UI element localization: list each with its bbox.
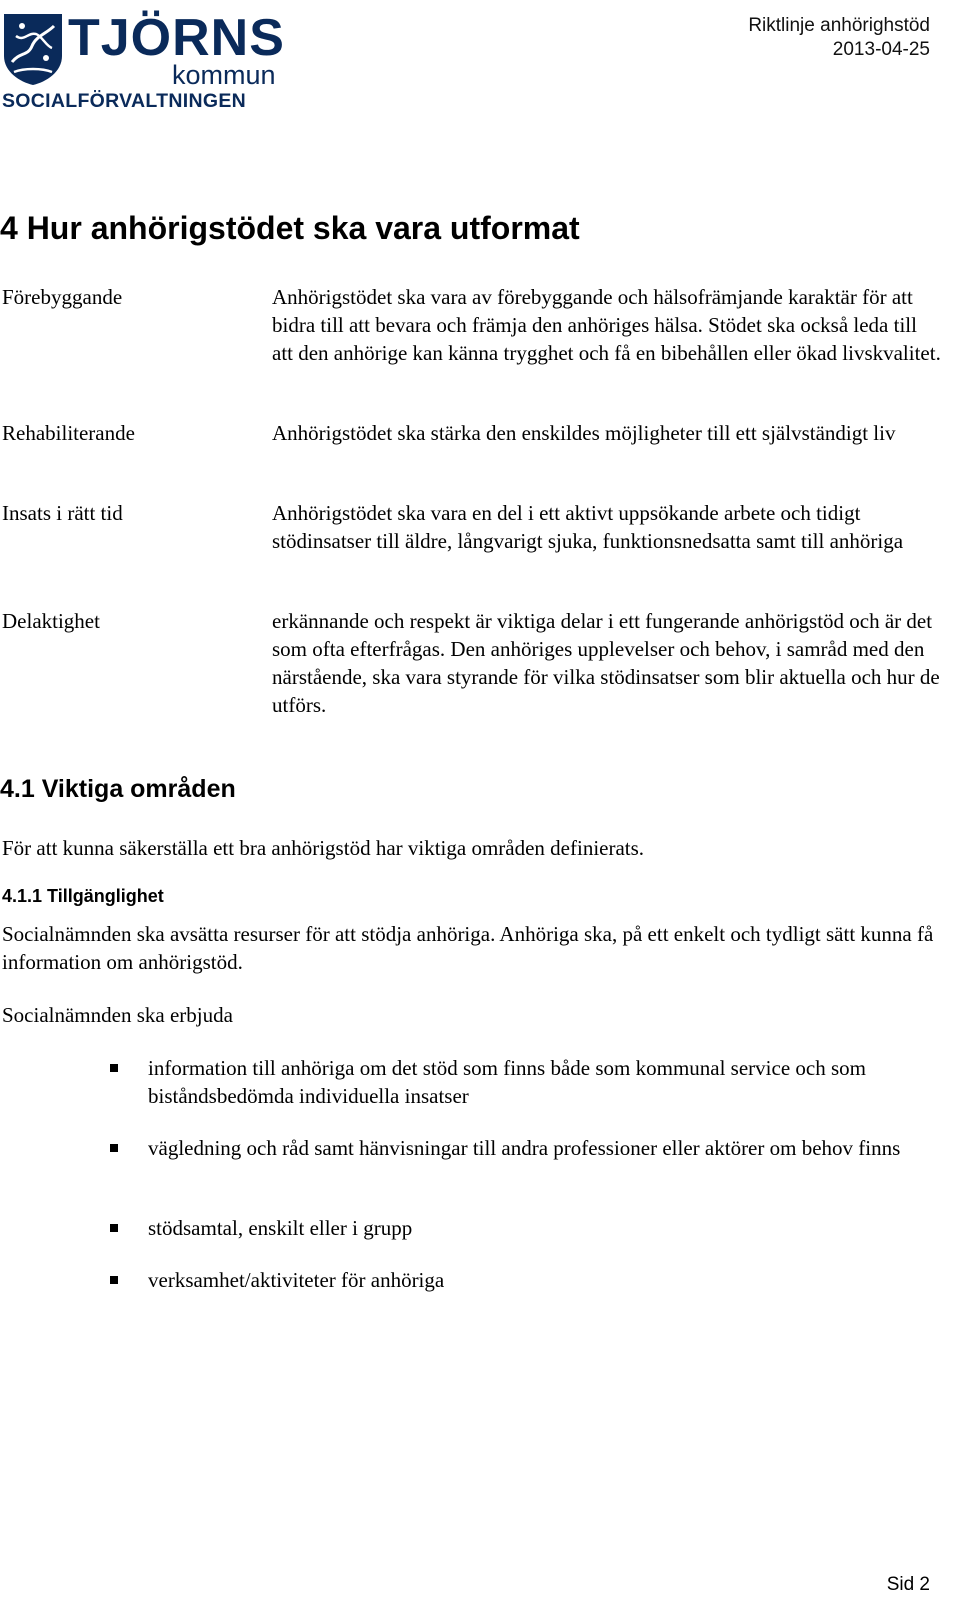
definition-term: Rehabiliterande [2,421,135,445]
square-bullet-icon [110,1224,118,1232]
subsection-heading: 4.1 Viktiga områden [0,775,236,803]
page-number: Sid 2 [886,1574,930,1595]
definition-text: Anhörigstödet ska vara av förebyggande och hälsofrämjande karaktär för att bidra till att bevara och främja den anhöriges hälsa. Stödet ska också leda till att den anhörige kan känna trygghet och få en bibehållen eller ökad livskvalitet. [272,285,941,365]
definition-term: Delaktighet [2,609,100,633]
municipality-logo [2,10,292,110]
square-bullet-icon [110,1144,118,1152]
document-meta [748,14,930,62]
logo-title: TJÖRNS [68,9,285,67]
list-item-text: verksamhet/aktiviteter för anhöriga [148,1268,445,1292]
section-heading: 4 Hur anhörigstödet ska vara utformat [0,210,580,246]
bullet-list [0,1054,960,1294]
document-date: 2013-04-25 [832,39,930,60]
municipal-crest-icon [2,12,64,86]
definition-row [0,283,960,419]
page-header [0,0,960,120]
definition-text: erkännande och respekt är viktiga delar i ett fungerande anhörigstöd och är det som ofta efterfrågas. Den anhöriges upplevelser och behov, i samråd med den närstående, ska vara styrande för vilka stödinsatser som blir aktuella och hur de utförs. [272,609,940,717]
definition-table [0,283,960,727]
list-item-text: information till anhöriga om det stöd som finns både som kommunal service och som biståndsbedömda individuella insatser [148,1056,866,1108]
list-item [0,1134,948,1214]
square-bullet-icon [110,1276,118,1284]
list-item-text: stödsamtal, enskilt eller i grupp [148,1216,413,1240]
definition-text: Anhörigstödet ska vara en del i ett aktivt uppsökande arbete och tidigt stödinsatser till äldre, långvarigt sjuka, funktionsnedsatta samt till anhöriga [272,501,904,553]
definition-row [0,419,960,499]
logo-subtitle: kommun [172,60,276,90]
list-item [0,1266,948,1294]
offer-label: Socialnämnden ska erbjuda [2,1003,233,1027]
list-item-text: vägledning och råd samt hänvisningar till andra professioner eller aktörer om behov finns [148,1136,901,1160]
definition-term: Insats i rätt tid [2,501,123,525]
logo-department: SOCIALFÖRVALTNINGEN [2,90,247,112]
definition-row [0,607,960,727]
document-title: Riktlinje anhörighstöd [748,15,930,36]
list-item [0,1054,948,1134]
subsection-intro: För att kunna säkerställa ett bra anhörigstöd har viktiga områden definierats. [2,836,645,860]
square-bullet-icon [110,1064,118,1072]
list-item [0,1214,948,1266]
body-paragraph: Socialnämnden ska avsätta resurser för att stödja anhöriga. Anhöriga ska, på ett enkelt och tydligt sätt kunna få information om anhörigstöd. [2,922,934,974]
subsubsection-heading: 4.1.1 Tillgänglighet [2,886,164,906]
definition-text: Anhörigstödet ska stärka den enskildes möjligheter till ett självständigt liv [272,421,896,445]
definition-term: Förebyggande [2,285,123,309]
definition-row [0,499,960,607]
